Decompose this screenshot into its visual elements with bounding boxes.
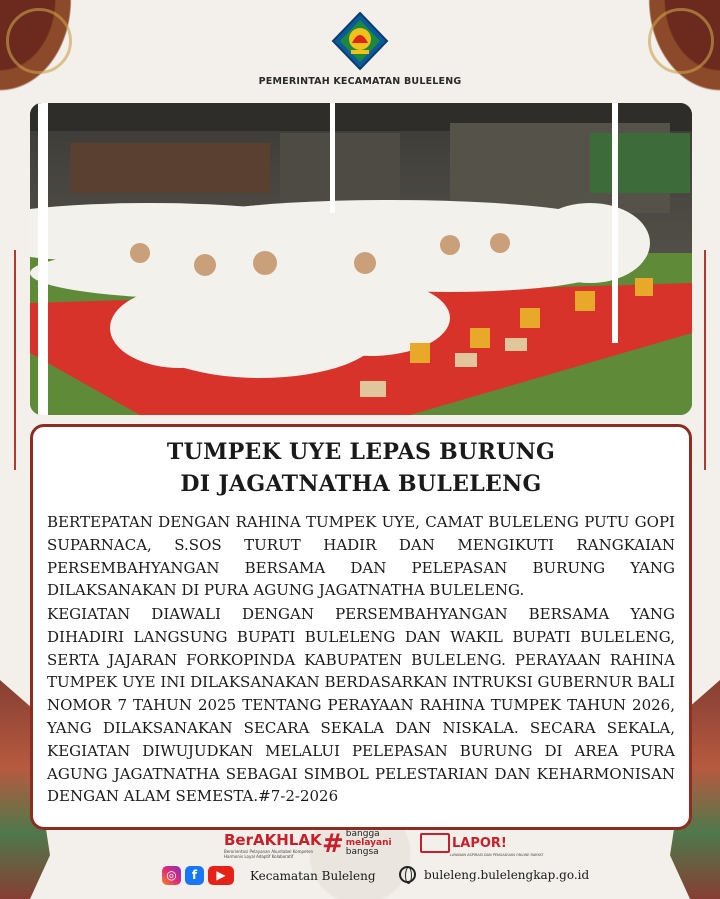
side-decoration-right [704, 250, 706, 470]
social-media [162, 866, 376, 885]
website[interactable] [399, 866, 589, 883]
organization-name: PEMERINTAH KECAMATAN BULELENG [258, 76, 462, 87]
berakhlak-subtext: Berorientasi Pelayanan Akuntabel Kompeten Harmonis Loyal Adaptif Kolaboratif [224, 849, 314, 859]
facebook-icon[interactable]: f [185, 866, 204, 885]
article-paragraph-1: BERTEPATAN DENGAN RAHINA TUMPEK UYE, CAMAT BULELENG PUTU GOPI SUPARNACA, S.SOS TURUT HADIR DAN MENGIKUTI RANGKAIAN PERSEMBAHYANGAN BERSAMA DAN PELEPASAN BURUNG YANG DILAKSANAKAN DI PURA AGUNG JAGATNATHA BULELENG. [47, 513, 675, 600]
lapor-box-icon [420, 833, 450, 853]
lapor-text: LAPOR! [452, 836, 507, 851]
berakhlak-text: BerAKHLAK [224, 831, 322, 849]
article-paragraph-2: KEGIATAN DIAWALI DENGAN PERSEMBAHYANGAN BERSAMA YANG DIHADIRI LANGSUNG BUPATI BULELENG DAN WAKIL BUPATI BULELENG, SERTA JAJARAN FORKOPINDA KABUPATEN BULELENG. PERAYAAN RAHINA TUMPEK UYE INI DILAKSANAKAN BERDASARKAN INTRUKSI GUBERNUR BALI NOMOR 7 TAHUN 2025 TENTANG PERAYAAN RAHINA TUMPEK TAHUN 2026, YANG DILAKSANAKAN SECARA SEKALA DAN NISKALA. SECARA SEKALA, KEGIATAN DIWUJUDKAN MELALUI PELEPASAN BURUNG DI AREA PURA AGUNG JAGATNATHA SEBAGAI SIMBOL PELESTARIAN DAN KEHARMONISAN DENGAN ALAM SEMESTA.#7-2-2026 [47, 605, 675, 806]
bangga-line-2: melayani [345, 838, 392, 848]
buleleng-emblem-logo [331, 12, 389, 70]
lapor-logo [420, 832, 543, 857]
article-title-line-1: TUMPEK UYE LEPAS BURUNG [166, 439, 556, 465]
bangga-melayani-bangsa-logo [322, 830, 392, 857]
article-title-line-2: DI JAGATNATHA BULELENG [180, 471, 542, 497]
hashtag-icon: # [322, 828, 344, 859]
side-decoration-left [14, 250, 16, 470]
website-url[interactable]: buleleng.bulelengkap.go.id [424, 867, 590, 882]
bangga-line-3: bangsa [345, 847, 379, 857]
event-photo [30, 103, 692, 415]
social-handle: Kecamatan Buleleng [250, 868, 376, 883]
youtube-icon[interactable]: ▶ [208, 866, 234, 885]
footer-badges [0, 830, 720, 860]
article-card [30, 424, 692, 830]
lapor-subtext: LAYANAN ASPIRASI DAN PENGADUAN ONLINE RAKYAT [450, 852, 544, 857]
instagram-icon[interactable]: ◎ [162, 866, 181, 885]
bangga-line-1: bangga [345, 829, 380, 839]
berakhlak-logo [224, 830, 322, 859]
globe-icon [399, 866, 416, 883]
